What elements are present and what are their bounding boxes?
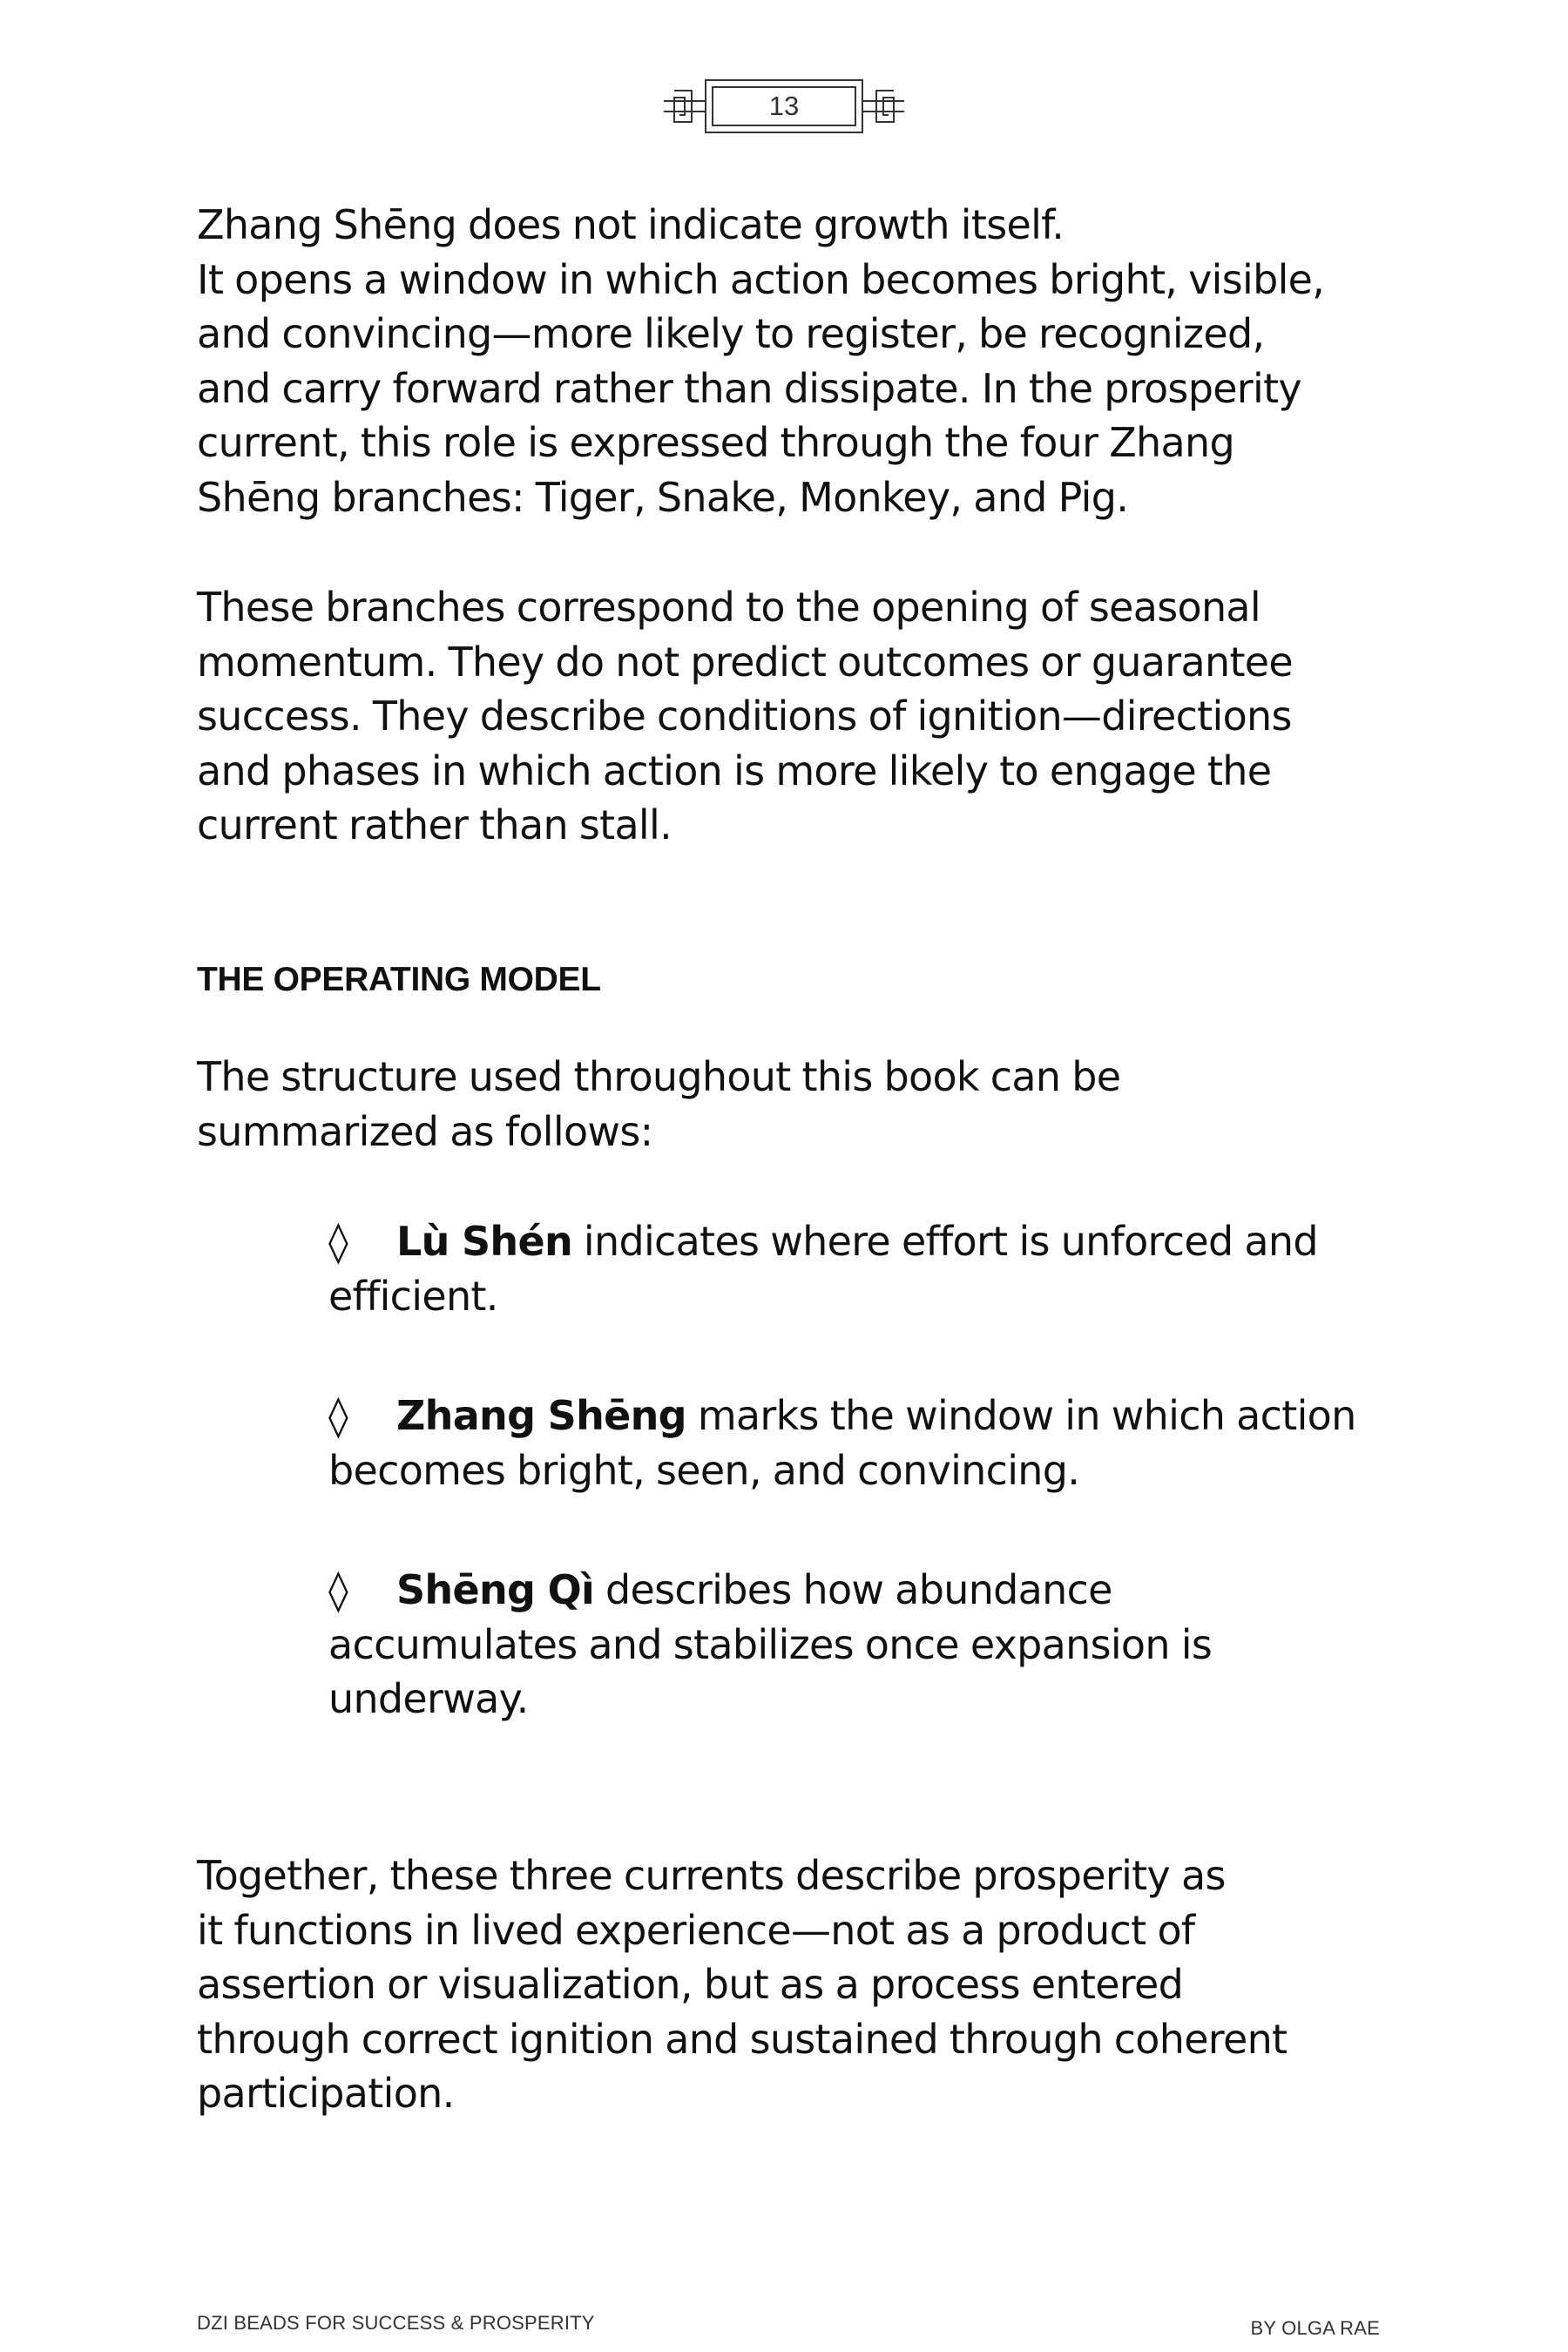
text-line: It opens a window in which action becomes bright, visible,	[197, 255, 1325, 303]
text-line: assertion or visualization, but as a process entered	[197, 1961, 1184, 2008]
bullet-text: indicates where effort is unforced and	[572, 1218, 1318, 1265]
paragraph-structure-intro	[197, 1050, 1416, 1159]
text-line	[328, 1389, 1417, 1443]
text-line: it functions in lived experience—not as a product of	[197, 1906, 1195, 1954]
text-line: current rather than stall.	[197, 801, 672, 848]
text-line: Shēng branches: Tiger, Snake, Monkey, and Pig.	[197, 473, 1129, 521]
diamond-bullet-icon: ◊	[328, 1218, 348, 1265]
text-line: summarized as follows:	[197, 1107, 653, 1155]
text-line: Zhang Shēng does not indicate growth itself.	[197, 201, 1064, 248]
diamond-bullet-icon: ◊	[328, 1566, 348, 1613]
diamond-bullet-icon: ◊	[328, 1392, 348, 1439]
text-line	[328, 1563, 1417, 1618]
footer-author: BY OLGA RAE	[1250, 2317, 1380, 2339]
text-line: participation.	[197, 2070, 455, 2117]
bullet-text: describes how abundance	[594, 1566, 1112, 1613]
bullet-term: Lù Shén	[396, 1218, 572, 1265]
text-line: Together, these three currents describe prosperity as	[197, 1852, 1226, 1899]
page-number: 13	[768, 91, 800, 121]
text-line: becomes bright, seen, and convincing.	[328, 1446, 1080, 1494]
bullet-text: marks the window in which action	[686, 1392, 1356, 1439]
bullet-item-lu-shen	[328, 1214, 1417, 1323]
text-line: These branches correspond to the opening of seasonal	[197, 584, 1260, 631]
bullet-item-sheng-qi	[328, 1563, 1417, 1727]
text-line	[328, 1214, 1417, 1269]
text-line: success. They describe conditions of ignition—directions	[197, 693, 1292, 740]
text-line: momentum. They do not predict outcomes or guarantee	[197, 638, 1293, 686]
section-heading: THE OPERATING MODEL	[197, 961, 601, 998]
paragraph-conclusion	[197, 1848, 1416, 2121]
text-line: The structure used throughout this book can be	[197, 1053, 1121, 1100]
bullet-term: Shēng Qì	[396, 1566, 595, 1613]
text-line: current, this role is expressed through the four Zhang	[197, 419, 1234, 466]
paragraph-branches	[197, 580, 1416, 853]
text-line: accumulates and stabilizes once expansion is	[328, 1620, 1213, 1668]
text-line: underway.	[328, 1675, 529, 1722]
text-line: through correct ignition and sustained through coherent	[197, 2015, 1288, 2063]
bullet-term: Zhang Shēng	[396, 1392, 686, 1439]
paragraph-zhang-sheng-intro	[197, 198, 1416, 524]
footer-book-title: DZI BEADS FOR SUCCESS & PROSPERITY	[197, 2312, 595, 2334]
text-line: efficient.	[328, 1272, 498, 1320]
text-line: and carry forward rather than dissipate. In the prosperity	[197, 364, 1301, 412]
bullet-item-zhang-sheng	[328, 1389, 1417, 1497]
text-line: and convincing—more likely to register, be recognized,	[197, 310, 1265, 357]
text-line: and phases in which action is more likely to engage the	[197, 747, 1272, 794]
page-number-frame	[662, 75, 906, 138]
